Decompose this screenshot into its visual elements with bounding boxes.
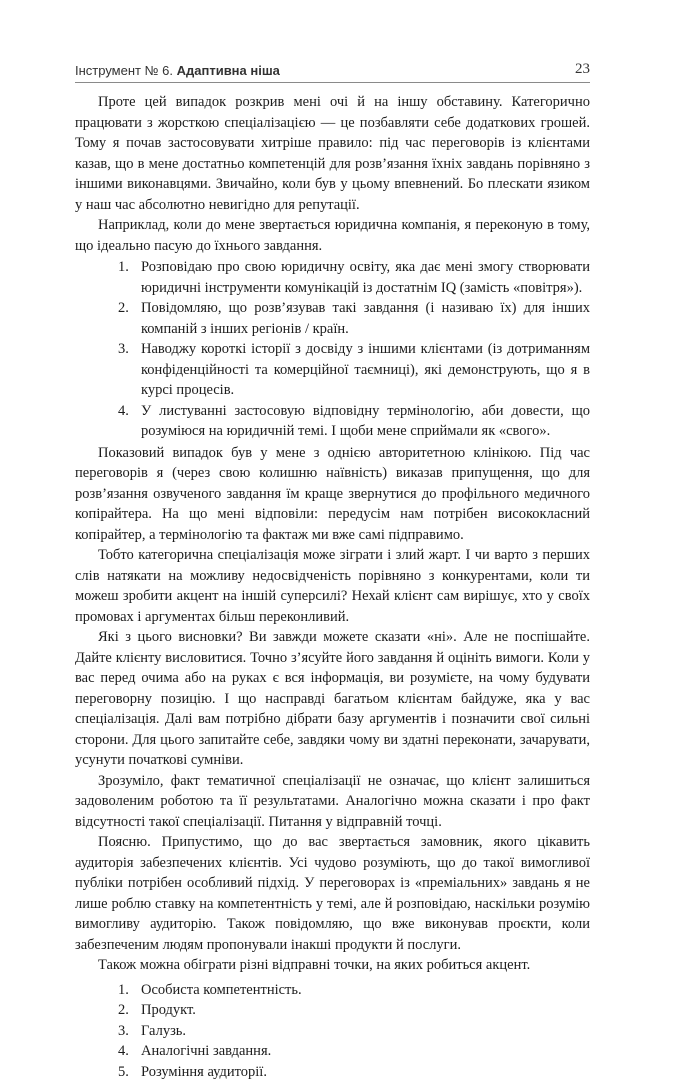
numbered-list <box>75 980 590 1083</box>
list-item-text: Повідомляю, що розв’язував такі завдання (і називаю їх) для інших компаній з інших регіонів / країн. <box>141 300 590 337</box>
chapter-name: Адаптивна ніша <box>176 63 280 78</box>
running-header <box>75 61 590 83</box>
page-number: 23 <box>575 61 590 77</box>
list-item <box>75 298 590 339</box>
chapter-prefix: Інструмент № 6. <box>75 63 177 78</box>
list-item <box>75 1000 590 1021</box>
list-item-text: Галузь. <box>141 1022 187 1039</box>
list-number: 1. <box>118 259 129 275</box>
paragraph: Поясню. Припустимо, що до вас звертається замовник, якого цікавить аудиторія забезпечених клієнтів. Усі чудово розуміють, що до такої вимогливої публіки потрібен особливий підхід. У переговорах із «преміальних» завдань я не лише роблю ставку на компетентність у темі, але й розповідаю, наскільки розумію вимогливу аудиторію. Також повідомляю, що вже виконував проєкти, коли забезпеченим людям пропонували інакші продукти й послуги. <box>75 834 590 953</box>
list-number: 5. <box>118 1063 129 1080</box>
list-number: 3. <box>118 341 129 357</box>
list-item-text: Продукт. <box>141 1002 196 1018</box>
list-item <box>75 401 590 442</box>
list-item-text: Особиста компетентність. <box>141 981 302 998</box>
list-number: 1. <box>118 981 129 998</box>
list-item-text: У листуванні застосовую відповідну термінологію, аби довести, що розуміюся на юридичній темі. І щоби мене сприймали як «свого». <box>141 402 590 439</box>
list-number: 3. <box>118 1022 129 1039</box>
paragraph: Які з цього висновки? Ви завжди можете сказати «ні». Але не поспішайте. Дайте клієнту висловитися. Точно з’ясуйте його завдання й оцініть вимоги. Коли у вас перед очима або на руках є вся інформація, ви розумієте, на чому будувати переговорну позицію. І що насправді багатьом клієнтам байдуже, яка у вас спеціалізація. Далі вам потрібно дібрати базу аргументів і позначити свої сильні сторони. Для цього запитайте себе, завдяки чому ви здатні переконати, зачарувати, усунути початкові сумніви. <box>75 629 590 768</box>
numbered-list <box>75 257 590 442</box>
list-item <box>75 1021 590 1042</box>
list-item <box>75 1041 590 1062</box>
list-item-text: Наводжу короткі історії з досвіду з іншими клієнтами (із дотриманням конфіденційності та комерційної таємниці), які демонструють, що я в курсі процесів. <box>141 341 590 398</box>
page-body <box>75 92 590 1083</box>
list-item-text: Розповідаю про свою юридичну освіту, яка дає мені змогу створювати юридичні інструменти комунікацій із достатнім IQ (замість «повітря»). <box>141 259 590 296</box>
paragraph: Проте цей випадок розкрив мені очі й на іншу обставину. Категорично працювати з жорсткою спеціалізацією — це позбавляти себе додаткових грошей. Тому я почав застосовувати хитріше правило: під час переговорів із клієнтами казав, що в мене достатньо компетенцій для розв’язання їхніх завдань порівняно з іншими виконавцями. Звичайно, коли був у цьому впевнений. Бо плескати язиком у наш час абсолютно невигідно для репутації. <box>75 94 590 213</box>
list-number: 2. <box>118 1002 129 1018</box>
list-item <box>75 339 590 401</box>
paragraph: Тобто категорична спеціалізація може зіграти і злий жарт. І чи варто з перших слів натякати на можливу недосвідченість порівняно з конкурентами, коли ти можеш зробити акцент на іншій суперсилі? Нехай клієнт сам вирішує, хто у своїх промовах і аргументах більш переконливий. <box>75 547 590 625</box>
paragraph: Також можна обігрaти різні відправні точки, на яких робиться акцент. <box>98 957 531 973</box>
list-number: 4. <box>118 402 129 419</box>
paragraph: Показовий випадок був у мене з однією авторитетною клінікою. Під час переговорів я (через свою колишню наївність) виказав припущення, що для розв’язання озвученого завдання їм краще звернутися до профільного медичного копірайтера. На що мені відповіли: передусім нам потрібен висококласний копірайтер, а термінологію та фактаж ми вже самі підправимо. <box>75 444 590 543</box>
list-item <box>75 980 590 1001</box>
list-item <box>75 257 590 298</box>
chapter-title <box>75 63 280 78</box>
list-item <box>75 1062 590 1083</box>
list-item-text: Розуміння аудиторії. <box>141 1063 267 1080</box>
list-number: 4. <box>118 1043 129 1059</box>
paragraph: Зрозуміло, факт тематичної спеціалізації не означає, що клієнт залишиться задоволеним роботою та її результатами. Аналогічно можна сказати і про факт відсутності такої спеціалізації. Питання у відправній точці. <box>75 772 590 830</box>
list-item-text: Аналогічні завдання. <box>141 1043 272 1059</box>
list-number: 2. <box>118 300 129 316</box>
paragraph: Наприклад, коли до мене звертається юридична компанія, я переконую в тому, що ідеально пасую до їхнього завдання. <box>75 217 590 254</box>
